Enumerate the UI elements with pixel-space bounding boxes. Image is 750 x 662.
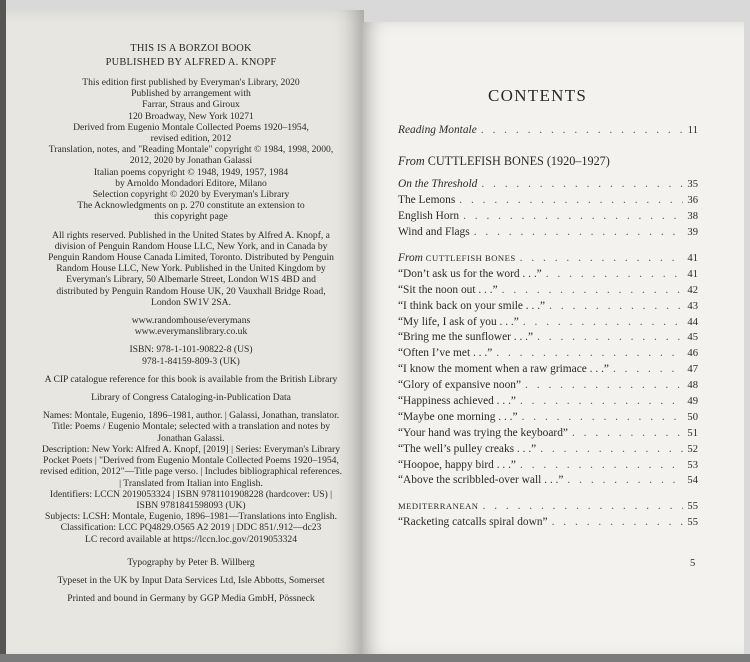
rights-line: All rights reserved. Published in the United States by Alfred A. Knopf, a xyxy=(52,229,330,241)
table-surface xyxy=(0,654,750,662)
mediterranean-heading: MEDITERRANEAN xyxy=(398,501,479,511)
edition-line: 120 Broadway, New York 10271 xyxy=(128,110,254,122)
dot-leader xyxy=(496,347,683,359)
edition-line: This edition first published by Everyman's Library, 2020 xyxy=(82,77,300,88)
edition-line: 2012, 2020 by Jonathan Galassi xyxy=(129,155,253,167)
toc-entry xyxy=(398,516,698,532)
loc-heading: Library of Congress Cataloging-in-Publication Data xyxy=(91,392,291,404)
toc-entry-title: The Lemons xyxy=(398,193,456,206)
dot-leader xyxy=(520,252,684,264)
dot-leader xyxy=(537,331,683,343)
website-line: www.everymanslibrary.co.uk xyxy=(134,326,248,338)
toc-entry xyxy=(398,474,698,490)
toc-entry xyxy=(398,363,698,379)
toc-entry-page: 43 xyxy=(687,300,698,312)
toc-entry-title: “Bring me the sunflower . . .” xyxy=(398,331,534,344)
toc-entry-page: 50 xyxy=(687,411,698,423)
borzoi-line: THIS IS A BORZOI BOOK xyxy=(130,43,252,54)
rights-line: Everyman's Library, 50 Albemarle Street, London W1S 4BD and xyxy=(66,274,316,286)
toc-entry xyxy=(398,411,698,427)
toc-entry xyxy=(398,427,698,443)
toc-entry-page: 44 xyxy=(687,316,698,328)
copyright-text xyxy=(22,42,360,604)
toc-entry-title: “Often I’ve met . . .” xyxy=(398,347,493,360)
rights-paragraph xyxy=(22,230,360,308)
dot-leader xyxy=(481,178,683,190)
toc-entry-page: 47 xyxy=(687,364,698,376)
toc-entry-title: Wind and Flags xyxy=(398,225,470,238)
dot-leader xyxy=(474,226,684,238)
isbn-line: ISBN: 978-1-101-90822-8 (US) xyxy=(129,344,253,356)
toc-entry-page: 52 xyxy=(687,443,698,455)
dot-leader xyxy=(552,516,684,528)
edition-line: Selection copyright © 2020 by Everyman's Library xyxy=(92,189,290,201)
toc-entry-title: “Racketing catcalls spiral down” xyxy=(398,515,548,528)
toc-entry xyxy=(398,443,698,459)
toc-entry-page: 49 xyxy=(687,396,698,408)
toc-entry xyxy=(398,194,698,210)
rights-line: division of Penguin Random House LLC, New York, and in Canada by xyxy=(54,240,328,252)
edition-line: by Arnoldo Mondadori Editore, Milano xyxy=(115,177,267,189)
book-edge xyxy=(0,0,6,662)
rights-line: Penguin Random House Canada Limited, Toronto. Distributed by Penguin xyxy=(48,252,334,264)
isbn-line: 978-1-84159-809-3 (UK) xyxy=(142,355,240,367)
toc-entry-title: “Happiness achieved . . .” xyxy=(398,395,516,408)
toc-entry xyxy=(398,395,698,411)
catalog-line: revised edition, 2012"—Title page verso. | Includes bibliographical references. xyxy=(39,466,342,478)
dot-leader xyxy=(540,443,683,455)
toc-entry xyxy=(398,124,698,140)
toc-entry-title: On the Threshold xyxy=(398,178,478,190)
section-heading xyxy=(398,154,610,169)
toc-entry-title: “Above the scribbled-over wall . . .” xyxy=(398,474,564,487)
catalog-line: Identifiers: LCCN 2019053324 | ISBN 9781101908228 (hardcover: US) | xyxy=(49,488,333,500)
dot-leader xyxy=(520,395,683,407)
rights-line: Random House LLC, New York. Published in the United Kingdom by xyxy=(56,263,326,275)
subsection-heading xyxy=(398,252,516,264)
dot-leader xyxy=(481,124,684,136)
toc-entry-title: “I know the moment when a raw grimace . . .” xyxy=(398,363,609,376)
catalog-line: Classification: LCC PQ4829.O565 A2 2019 | DDC 851/.912—dc23 xyxy=(60,522,322,534)
edition-info xyxy=(22,77,360,223)
edition-line: Translation, notes, and "Reading Montale" copyright © 1984, 1998, 2000, xyxy=(48,144,334,156)
dot-leader xyxy=(549,300,683,312)
toc-entry-title: “Don’t ask us for the word . . .” xyxy=(398,267,542,280)
toc-entry-page: 48 xyxy=(687,380,698,392)
toc-entry xyxy=(398,459,698,475)
toc-entry xyxy=(398,178,698,194)
typeset-line: Typeset in the UK by Input Data Services Ltd, Isle Abbotts, Somerset xyxy=(57,574,325,586)
catalog-line: Title: Poems / Eugenio Montale; selected with a translation and notes by xyxy=(51,421,331,433)
toc-group-1 xyxy=(398,178,698,242)
typography-line: Typography by Peter B. Willberg xyxy=(127,556,255,568)
cip-line: A CIP catalogue reference for this book is available from the British Library xyxy=(44,373,338,385)
toc-entry-page: 39 xyxy=(687,226,698,238)
toc-entry xyxy=(398,284,698,300)
toc-entry-page: 11 xyxy=(687,125,698,136)
toc-entry-page: 53 xyxy=(687,459,698,471)
toc-entry-title: “Glory of expansive noon” xyxy=(398,379,522,392)
toc-entry-title: “Sit the noon out . . .” xyxy=(398,283,498,296)
dot-leader xyxy=(522,411,684,423)
section-title: CUTTLEFISH BONES (1920–1927) xyxy=(427,154,610,168)
edition-line: Derived from Eugenio Montale Collected Poems 1920–1954, xyxy=(73,121,309,133)
toc-entry-page: 41 xyxy=(687,253,698,264)
toc-entry-page: 51 xyxy=(687,427,698,439)
dot-leader xyxy=(459,194,683,206)
dot-leader xyxy=(483,500,684,512)
toc-entry-title: “Hoopoe, happy bird . . .” xyxy=(398,458,516,471)
dot-leader xyxy=(525,379,683,391)
toc-group-3 xyxy=(398,500,698,532)
edition-line: Farrar, Straus and Giroux xyxy=(142,99,240,111)
subsection-title: CUTTLEFISH BONES xyxy=(425,253,516,263)
edition-line: revised edition, 2012 xyxy=(150,133,232,145)
edition-line: Italian poems copyright © 1948, 1949, 1957, 1984 xyxy=(93,166,289,178)
toc-entry-page: 41 xyxy=(687,268,698,280)
toc-group-2 xyxy=(398,252,698,490)
dot-leader xyxy=(463,210,683,222)
toc-entry xyxy=(398,379,698,395)
toc-entry-page: 46 xyxy=(687,348,698,360)
catalog-line: LC record available at https://lccn.loc.gov/2019053324 xyxy=(84,533,298,545)
toc-entry-page: 45 xyxy=(687,332,698,344)
toc-subsection xyxy=(398,252,698,268)
dot-leader xyxy=(520,459,683,471)
catalog-line: ISBN 9781841598093 (UK) xyxy=(136,499,246,511)
toc-entry-title: Reading Montale xyxy=(398,124,477,136)
toc-entry xyxy=(398,300,698,316)
contents-title: CONTENTS xyxy=(488,86,588,105)
subsection-prefix: From xyxy=(398,252,423,264)
toc-entry-page: 54 xyxy=(687,475,698,487)
catalog-line: Subjects: LCSH: Montale, Eugenio, 1896–1981—Translations into English. xyxy=(45,511,337,523)
cataloging-data xyxy=(22,410,360,544)
toc-entry xyxy=(398,331,698,347)
section-prefix: From xyxy=(398,154,425,168)
printed-line: Printed and bound in Germany by GGP Media GmbH, Pössneck xyxy=(67,593,315,605)
website-line: www.randomhouse/everymans xyxy=(131,315,251,327)
dot-leader xyxy=(523,316,684,328)
catalog-line: Jonathan Galassi. xyxy=(157,432,225,444)
toc-entry-page: 55 xyxy=(687,516,698,528)
toc-entry-title: English Horn xyxy=(398,209,460,222)
edition-line: this copyright page xyxy=(154,211,228,223)
catalog-line: Description: New York: Alfred A. Knopf, [2019] | Series: Everyman's Library xyxy=(41,443,341,455)
edition-line: Published by arrangement with xyxy=(131,88,251,100)
toc-entry-title: “I think back on your smile . . .” xyxy=(398,299,546,312)
toc-entry xyxy=(398,226,698,242)
toc-subsection xyxy=(398,500,698,516)
toc-entry-title: “Your hand was trying the keyboard” xyxy=(398,426,568,439)
toc-entry xyxy=(398,268,698,284)
toc-intro xyxy=(398,124,698,140)
toc-entry xyxy=(398,316,698,332)
toc-entry-title: “My life, I ask of you . . .” xyxy=(398,315,519,328)
toc-entry-page: 35 xyxy=(687,179,698,190)
dot-leader xyxy=(567,474,683,486)
dot-leader xyxy=(572,427,683,439)
catalog-line: | Translated from Italian into English. xyxy=(119,477,263,489)
toc-entry xyxy=(398,347,698,363)
dot-leader xyxy=(613,363,683,375)
edition-line: The Acknowledgments on p. 270 constitute an extension to xyxy=(77,200,305,212)
toc-entry-page: 55 xyxy=(687,501,698,512)
rights-line: distributed by Penguin Random House UK, 20 Vauxhall Bridge Road, xyxy=(56,285,326,297)
toc-entry xyxy=(398,210,698,226)
dot-leader xyxy=(502,284,684,296)
toc-entry-page: 36 xyxy=(687,194,698,206)
toc-entry-title: “Maybe one morning . . .” xyxy=(398,410,518,423)
catalog-line: Pocket Poets | "Derived from Eugenio Montale Collected Poems 1920–1954, xyxy=(43,455,339,467)
rights-line: London SW1V 2SA. xyxy=(150,296,232,308)
page-number: 5 xyxy=(690,558,696,569)
dot-leader xyxy=(546,268,684,280)
toc-entry-page: 38 xyxy=(687,210,698,222)
toc-entry-page: 42 xyxy=(687,284,698,296)
catalog-line: Names: Montale, Eugenio, 1896–1981, author. | Galassi, Jonathan, translator. xyxy=(42,410,340,422)
toc-entry-title: “The well’s pulley creaks . . .” xyxy=(398,442,537,455)
publisher-line: PUBLISHED BY ALFRED A. KNOPF xyxy=(105,57,277,68)
